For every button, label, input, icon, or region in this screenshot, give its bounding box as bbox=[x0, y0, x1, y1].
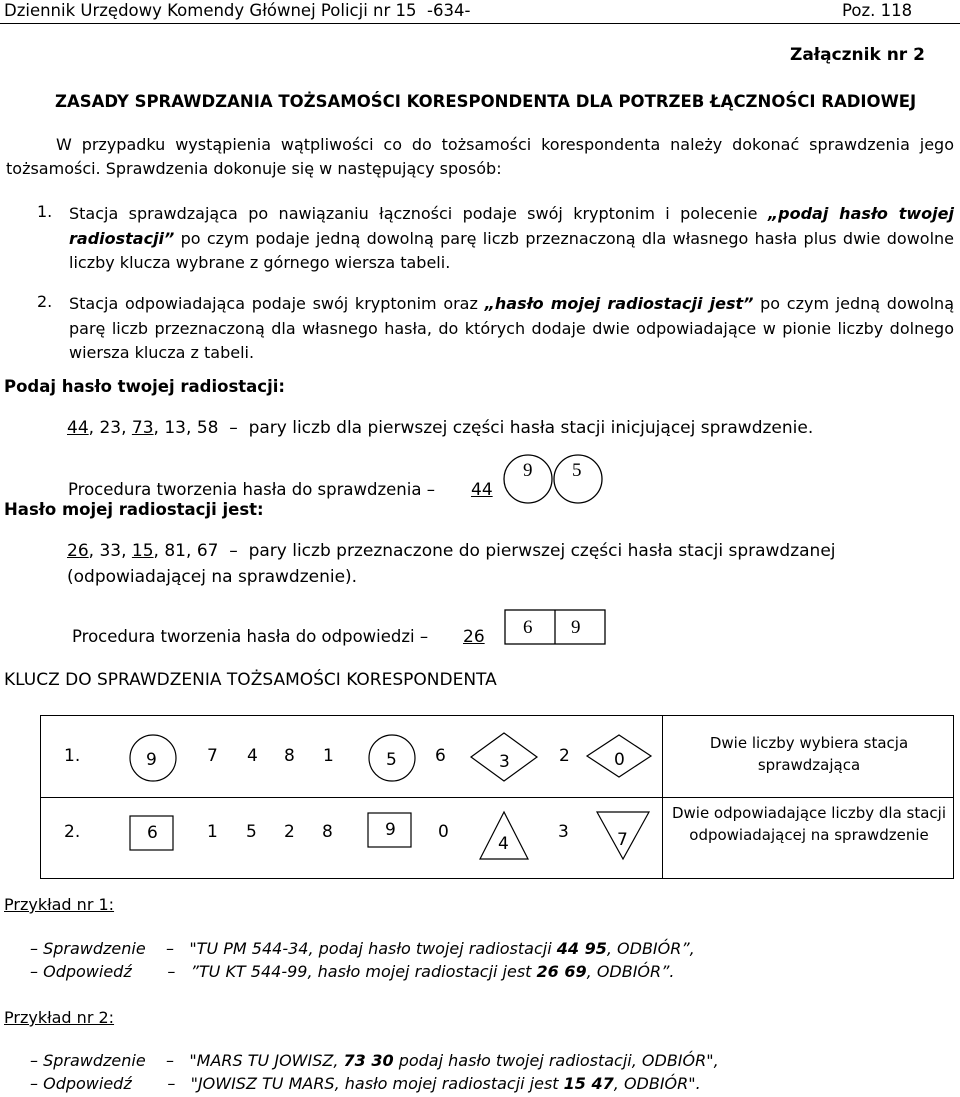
seq2-pair-1: 26 bbox=[67, 541, 89, 561]
key-row-1-label: 1. bbox=[64, 746, 81, 766]
seq1-description: pary liczb dla pierwszej części hasła stacji inicjującej sprawdzenie. bbox=[248, 418, 814, 438]
seq2-pair-5: 67 bbox=[196, 541, 219, 561]
key-row-2-cell: 4 bbox=[498, 834, 509, 854]
example-1-check-code: 44 95 bbox=[556, 939, 607, 958]
procedure-1-circles bbox=[500, 455, 610, 515]
procedure-2-value: 26 bbox=[463, 627, 485, 647]
example-2-answer-role: Odpowiedź bbox=[43, 1074, 132, 1093]
procedure-2-boxes bbox=[505, 610, 607, 646]
key-row-1-cell: 5 bbox=[386, 750, 397, 770]
seq1-pair-3: 73 bbox=[131, 418, 154, 438]
key-table-column-divider bbox=[662, 716, 663, 878]
seq1-pair-4: 13 bbox=[164, 418, 186, 438]
example-2-check-pre: "MARS TU JOWISZ, bbox=[189, 1051, 344, 1070]
procedure-1-label: Procedura tworzenia hasła do sprawdzenia – bbox=[68, 480, 435, 499]
example-2-check-role: Sprawdzenie bbox=[43, 1051, 146, 1070]
key-row-1-cell: 7 bbox=[207, 746, 218, 766]
example-1-line-2: – Odpowiedź – ”TU KT 544-99, hasło mojej radiostacji jest 26 69, ODBIÓR”. bbox=[30, 962, 675, 981]
request-label: Podaj hasło twojej radiostacji: bbox=[4, 377, 285, 396]
key-row-1-cell: 1 bbox=[323, 746, 334, 766]
example-1-line-1: – Sprawdzenie – "TU PM 544-34, podaj hasło twojej radiostacji 44 95, ODBIÓR”, bbox=[30, 939, 695, 958]
item-2-text bbox=[69, 292, 954, 366]
key-row-2-cell: 9 bbox=[385, 820, 396, 840]
item-2-pre: Stacja odpowiadająca podaje swój kryptonim oraz bbox=[69, 294, 485, 313]
item-1-post: po czym podaje jedną dowolną parę liczb przeznaczoną dla własnego hasła plus dwie dowolne liczby klucza wybrane z górnego wiersza tabeli. bbox=[69, 228, 954, 272]
example-2-check-post: podaj hasło twojej radiostacji, ODBIÓR", bbox=[393, 1051, 719, 1070]
header-rule bbox=[0, 23, 960, 24]
key-row-2-cell: 0 bbox=[438, 822, 449, 842]
document-title: ZASADY SPRAWDZANIA TOŻSAMOŚCI KORESPONDENTA DLA POTRZEB ŁĄCZNOŚCI RADIOWEJ bbox=[55, 92, 917, 111]
key-row-2-description: Dwie odpowiadające liczby dla stacji odpowiadającej na sprawdzenie bbox=[671, 804, 947, 844]
example-1-answer-code: 26 69 bbox=[536, 962, 587, 981]
procedure-2-box-2: 9 bbox=[571, 617, 581, 638]
example-2-answer-code: 15 47 bbox=[563, 1074, 614, 1093]
example-1-check-pre: "TU PM 544-34, podaj hasło twojej radiostacji bbox=[189, 939, 557, 958]
key-table bbox=[40, 715, 954, 879]
key-row-2-label: 2. bbox=[64, 822, 81, 842]
key-row-1-cell: 3 bbox=[499, 752, 510, 772]
key-row-2-cell: 2 bbox=[284, 822, 295, 842]
sequence-2-continuation: (odpowiadającej na sprawdzenie). bbox=[67, 567, 358, 587]
answer-label: Hasło mojej radiostacji jest: bbox=[4, 500, 264, 519]
example-2-line-1: – Sprawdzenie – "MARS TU JOWISZ, 73 30 podaj hasło twojej radiostacji, ODBIÓR", bbox=[30, 1051, 719, 1070]
key-title: KLUCZ DO SPRAWDZENIA TOŻSAMOŚCI KORESPONDENTA bbox=[4, 670, 497, 690]
key-row-2-cell: 5 bbox=[246, 822, 257, 842]
intro-paragraph: W przypadku wystąpienia wątpliwości co do tożsamości korespondenta należy dokonać sprawdzenia jego tożsamości. Sprawdzenia dokonuje się w następujący sposób: bbox=[6, 135, 954, 178]
seq1-pair-2: 23 bbox=[99, 418, 122, 438]
procedure-2-box-1: 6 bbox=[523, 617, 533, 638]
example-2-check-code: 73 30 bbox=[343, 1051, 394, 1070]
item-2-post: po czym jedną dowolną parę liczb przeznaczoną dla własnego hasła, do których dodaje dwie odpowiadające w pionie liczby dolnego wiersza klucza z tabeli. bbox=[69, 294, 955, 362]
example-1-check-role: Sprawdzenie bbox=[43, 939, 146, 958]
procedure-1-circle-1: 9 bbox=[523, 460, 533, 481]
item-2-command: „hasło mojej radiostacji jest” bbox=[484, 294, 754, 313]
key-row-1-cell: 2 bbox=[559, 746, 570, 766]
key-row-1-cell: 9 bbox=[146, 750, 157, 770]
item-2-number: 2. bbox=[37, 292, 53, 311]
example-2-line-2: – Odpowiedź – "JOWISZ TU MARS, hasło mojej radiostacji jest 15 47, ODBIÓR". bbox=[30, 1074, 701, 1093]
key-row-1-cell: 6 bbox=[435, 746, 446, 766]
header-page-number: -634- bbox=[427, 1, 471, 20]
key-row-2-cell: 8 bbox=[322, 822, 333, 842]
item-1-number: 1. bbox=[37, 202, 53, 221]
header-position: Poz. 118 bbox=[842, 1, 913, 20]
example-2-title: Przykład nr 2: bbox=[4, 1008, 115, 1027]
header-journal-title: Dziennik Urzędowy Komendy Głównej Policji nr 15 bbox=[4, 1, 417, 20]
annex-label: Załącznik nr 2 bbox=[790, 45, 925, 65]
sequence-2: 26, 33, 15, 81, 67 – pary liczb przeznaczone do pierwszej części hasła stacji sprawdzanej bbox=[67, 541, 836, 561]
example-1-answer-post: , ODBIÓR”. bbox=[586, 962, 675, 981]
key-row-2-cell: 7 bbox=[617, 830, 628, 850]
example-2-answer-pre: "JOWISZ TU MARS, hasło mojej radiostacji jest bbox=[190, 1074, 564, 1093]
key-row-2-cell: 6 bbox=[147, 823, 158, 843]
example-1-title: Przykład nr 1: bbox=[4, 895, 115, 914]
procedure-1-circle-2: 5 bbox=[572, 460, 582, 481]
sequence-1: 44, 23, 73, 13, 58 – pary liczb dla pierwszej części hasła stacji inicjującej sprawdzenie. bbox=[67, 418, 814, 438]
seq1-pair-1: 44 bbox=[67, 418, 89, 438]
procedure-1-value: 44 bbox=[471, 480, 493, 500]
seq2-pair-4: 81 bbox=[164, 541, 186, 561]
seq2-pair-2: 33 bbox=[99, 541, 122, 561]
item-1-pre: Stacja sprawdzająca po nawiązaniu łączności podaje swój kryptonim i polecenie bbox=[69, 204, 768, 223]
example-1-answer-role: Odpowiedź bbox=[43, 962, 132, 981]
example-2-answer-post: , ODBIÓR". bbox=[613, 1074, 701, 1093]
seq1-pair-5: 58 bbox=[196, 418, 219, 438]
key-row-1-cell: 8 bbox=[284, 746, 295, 766]
example-1-answer-pre: ”TU KT 544-99, hasło mojej radiostacji jest bbox=[190, 962, 537, 981]
key-row-2-cell: 3 bbox=[558, 822, 569, 842]
item-1-text bbox=[69, 202, 954, 276]
key-table-shapes bbox=[41, 716, 661, 878]
key-row-1-description: Dwie liczby wybiera stacja sprawdzająca bbox=[709, 734, 909, 774]
procedure-2-label: Procedura tworzenia hasła do odpowiedzi – bbox=[72, 627, 429, 646]
seq2-description: pary liczb przeznaczone do pierwszej części hasła stacji sprawdzanej bbox=[248, 541, 836, 561]
key-row-1-cell: 0 bbox=[614, 750, 625, 770]
seq2-pair-3: 15 bbox=[131, 541, 154, 561]
key-row-2-cell: 1 bbox=[207, 822, 218, 842]
key-row-1-cell: 4 bbox=[247, 746, 258, 766]
example-1-check-post: , ODBIÓR”, bbox=[606, 939, 695, 958]
item-1-command: „podaj hasło twojej radiostacji” bbox=[69, 204, 954, 248]
